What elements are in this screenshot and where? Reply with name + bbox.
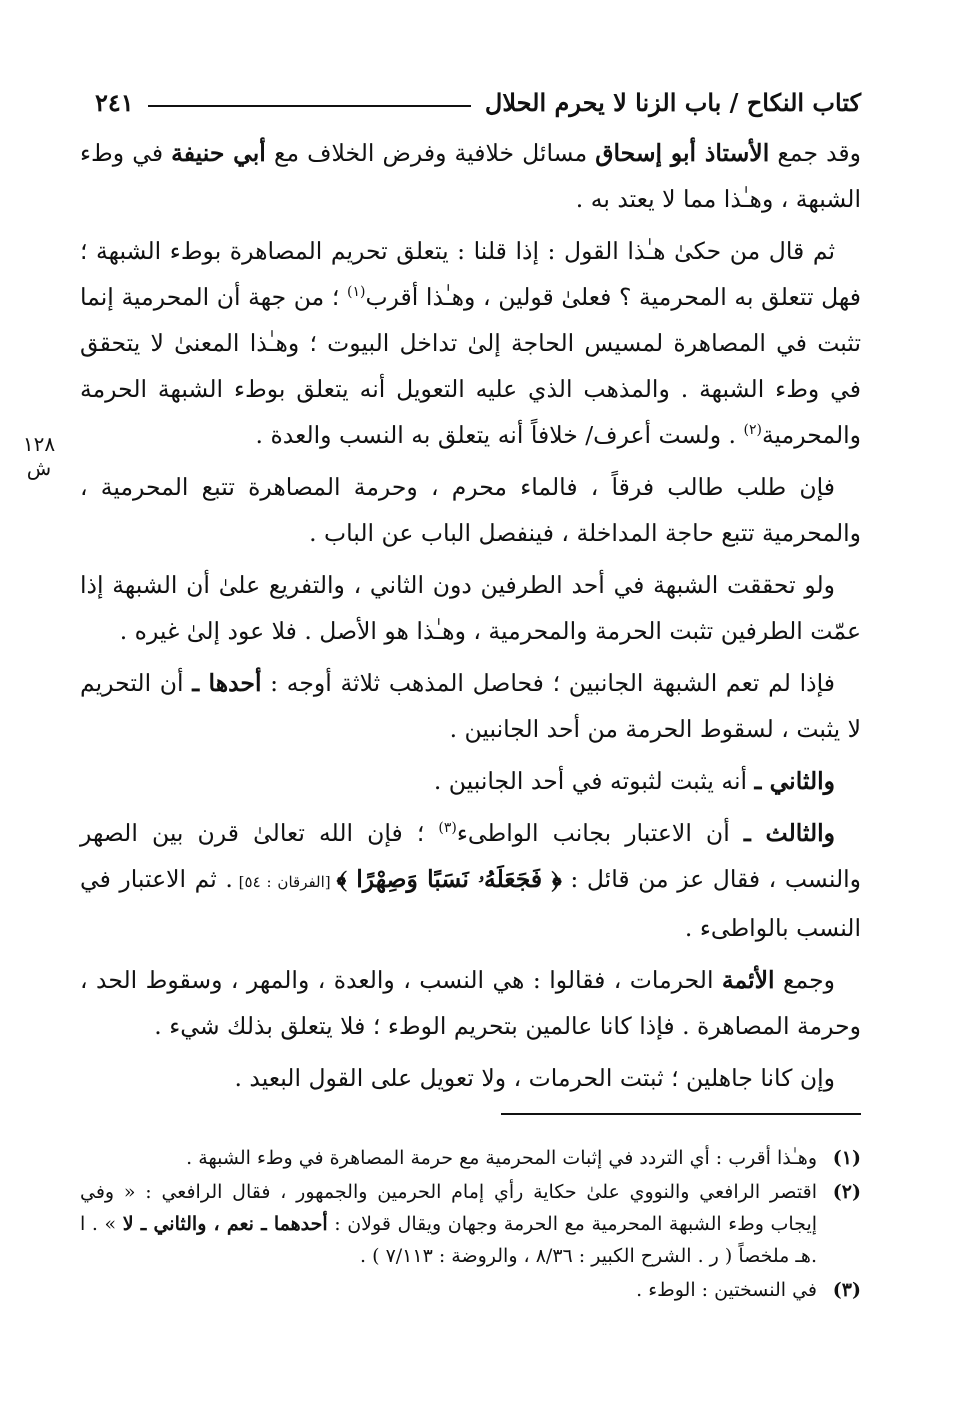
footnote-number: (١)	[832, 1147, 861, 1169]
footnote-text: وهـٰذا أقرب : أي التردد في إثبات المحرمية مع حرمة المصاهرة في وطء الشبهة .	[186, 1147, 817, 1169]
text-run: أن التحريم لا يثبت ، لسقوط الحرمة من أحد الجانبين .	[80, 669, 861, 743]
paragraph-6	[80, 758, 861, 804]
paragraph-3: فإن طلب طالب فرقاً ، فالماء محرم ، وحرمة المصاهرة تتبع المحرمية ، والمحرمية تتبع حاجة المداخلة ، فينفصل الباب عن الباب .	[80, 473, 861, 547]
footnote-divider	[501, 1113, 861, 1115]
margin-manuscript-ref: ١٢٨ ش	[22, 432, 56, 480]
bold-name: الأستاذ أبو إسحاق	[595, 139, 770, 167]
paragraph-9: وإن كانا جاهلين ؛ ثبتت الحرمات ، ولا تعويل على القول البعيد .	[234, 1064, 835, 1092]
text-run: . ولست أعرف/ خلافاً أنه يتعلق به النسب والعدة .	[255, 421, 744, 449]
text-run: وجمع	[774, 966, 835, 994]
footnote-2	[80, 1176, 861, 1272]
paragraph-5	[80, 660, 861, 752]
bold-term: والثاني ـ	[754, 767, 835, 795]
text-run: أن الاعتبار بجانب الواطىء	[456, 819, 744, 847]
text-run: وقد جمع	[769, 139, 861, 167]
text-run: فإذا لم تعم الشبهة الجانبين ؛ فحاصل المذهب ثلاثة أوجه :	[261, 669, 835, 697]
footnote-number: (٢)	[832, 1181, 861, 1203]
paragraph-4: ولو تحققت الشبهة في أحد الطرفين دون الثاني ، والتفريع علىٰ أن الشبهة إذا عمّت الطرفين تثبت الحرمة والمحرمية ، وهـٰذا هو الأصل . فلا عود إلىٰ غيره .	[80, 571, 861, 645]
footnote-ref[interactable]: (١)	[346, 284, 366, 301]
footnote-number: (٣)	[832, 1279, 861, 1301]
text-run: ثم قال من حكىٰ هـٰذا القول : إذا قلنا : يتعلق تحريم المصاهرة بوطء الشبهة ؛ فهل تتعلق به المحرمية ؟ فعلىٰ قولين ، وهـٰذا أقرب	[80, 237, 861, 311]
text-run: الحرمات ، فقالوا : هي النسب ، والعدة ، والمهر ، وسقوط الحد ، وحرمة المصاهرة . فإذا كانا عالمين بتحريم الوطء ؛ فلا يتعلق بذلك شيء .	[80, 966, 861, 1040]
text-run: اقتصر الرافعي والنووي علىٰ حكاية رأي إمام الحرمين والجمهور ، فقال الرافعي : « وفي إيجاب وطء الشبهة المحرمية مع الحرمة وجهان ويقال قولان :	[80, 1181, 818, 1235]
footnote-ref[interactable]: (٢)	[743, 422, 762, 439]
text-run: » . ا .هـ ملخصاً ( ر . الشرح الكبير : ٨/٣٦ ، والروضة : ٧/١١٣ ) .	[80, 1213, 817, 1267]
page-number: ٢٤١	[95, 87, 134, 117]
bold-term: والثالث ـ	[743, 819, 836, 847]
text-run: في وطء الشبهة ، وهـٰذا مما لا يعتد به .	[80, 139, 861, 213]
footnote-text: في النسختين : الوطء .	[636, 1279, 817, 1301]
running-header	[95, 82, 861, 122]
footnote-ref[interactable]: (٣)	[438, 820, 457, 837]
text-run: ؛ من جهة أن المحرمية إنما تثبت في المصاهرة لمسيس الحاجة إلىٰ تداخل البيوت ؛ وهـٰذا المعنىٰ لا يتحقق في وطء الشبهة . والمذهب الذي عليه التعويل أنه يتعلق بوطء الشبهة الحرمة والمحرمية	[80, 283, 861, 449]
footnote-text	[80, 1176, 817, 1272]
main-text	[80, 130, 861, 1107]
paragraph-2	[80, 228, 861, 458]
text-run: ؛ فإن الله تعالىٰ قرن بين الصهر والنسب ، فقال عز من قائل :	[80, 819, 861, 893]
footnote-3	[80, 1274, 861, 1306]
quran-verse: ﴿ فَجَعَلَهُۥ نَسَبًا وَصِهْرًا ﴾	[336, 865, 562, 893]
text-run: . ثم الاعتبار في النسب بالواطىء .	[80, 865, 861, 942]
bold-term: أحدها ـ	[192, 669, 262, 697]
paragraph-8	[80, 957, 861, 1049]
header-title: كتاب النكاح / باب الزنا لا يحرم الحلال	[484, 87, 861, 117]
footnote-1	[80, 1142, 861, 1174]
paragraph-7	[80, 810, 861, 951]
text-run: مسائل خلافية وفرض الخلاف مع	[265, 139, 596, 167]
bold-term: أحدهما ـ نعم ، والثاني ـ لا	[122, 1213, 328, 1235]
bold-name: أبي حنيفة	[171, 139, 266, 167]
footnotes	[80, 1142, 861, 1308]
paragraph-1	[80, 130, 861, 222]
header-rule	[148, 105, 471, 107]
verse-reference: [الفرقان : ٥٤]	[232, 873, 337, 891]
text-run: أنه يثبت لثبوته في أحد الجانبين .	[433, 767, 755, 795]
bold-term: الأئمة	[721, 966, 775, 994]
